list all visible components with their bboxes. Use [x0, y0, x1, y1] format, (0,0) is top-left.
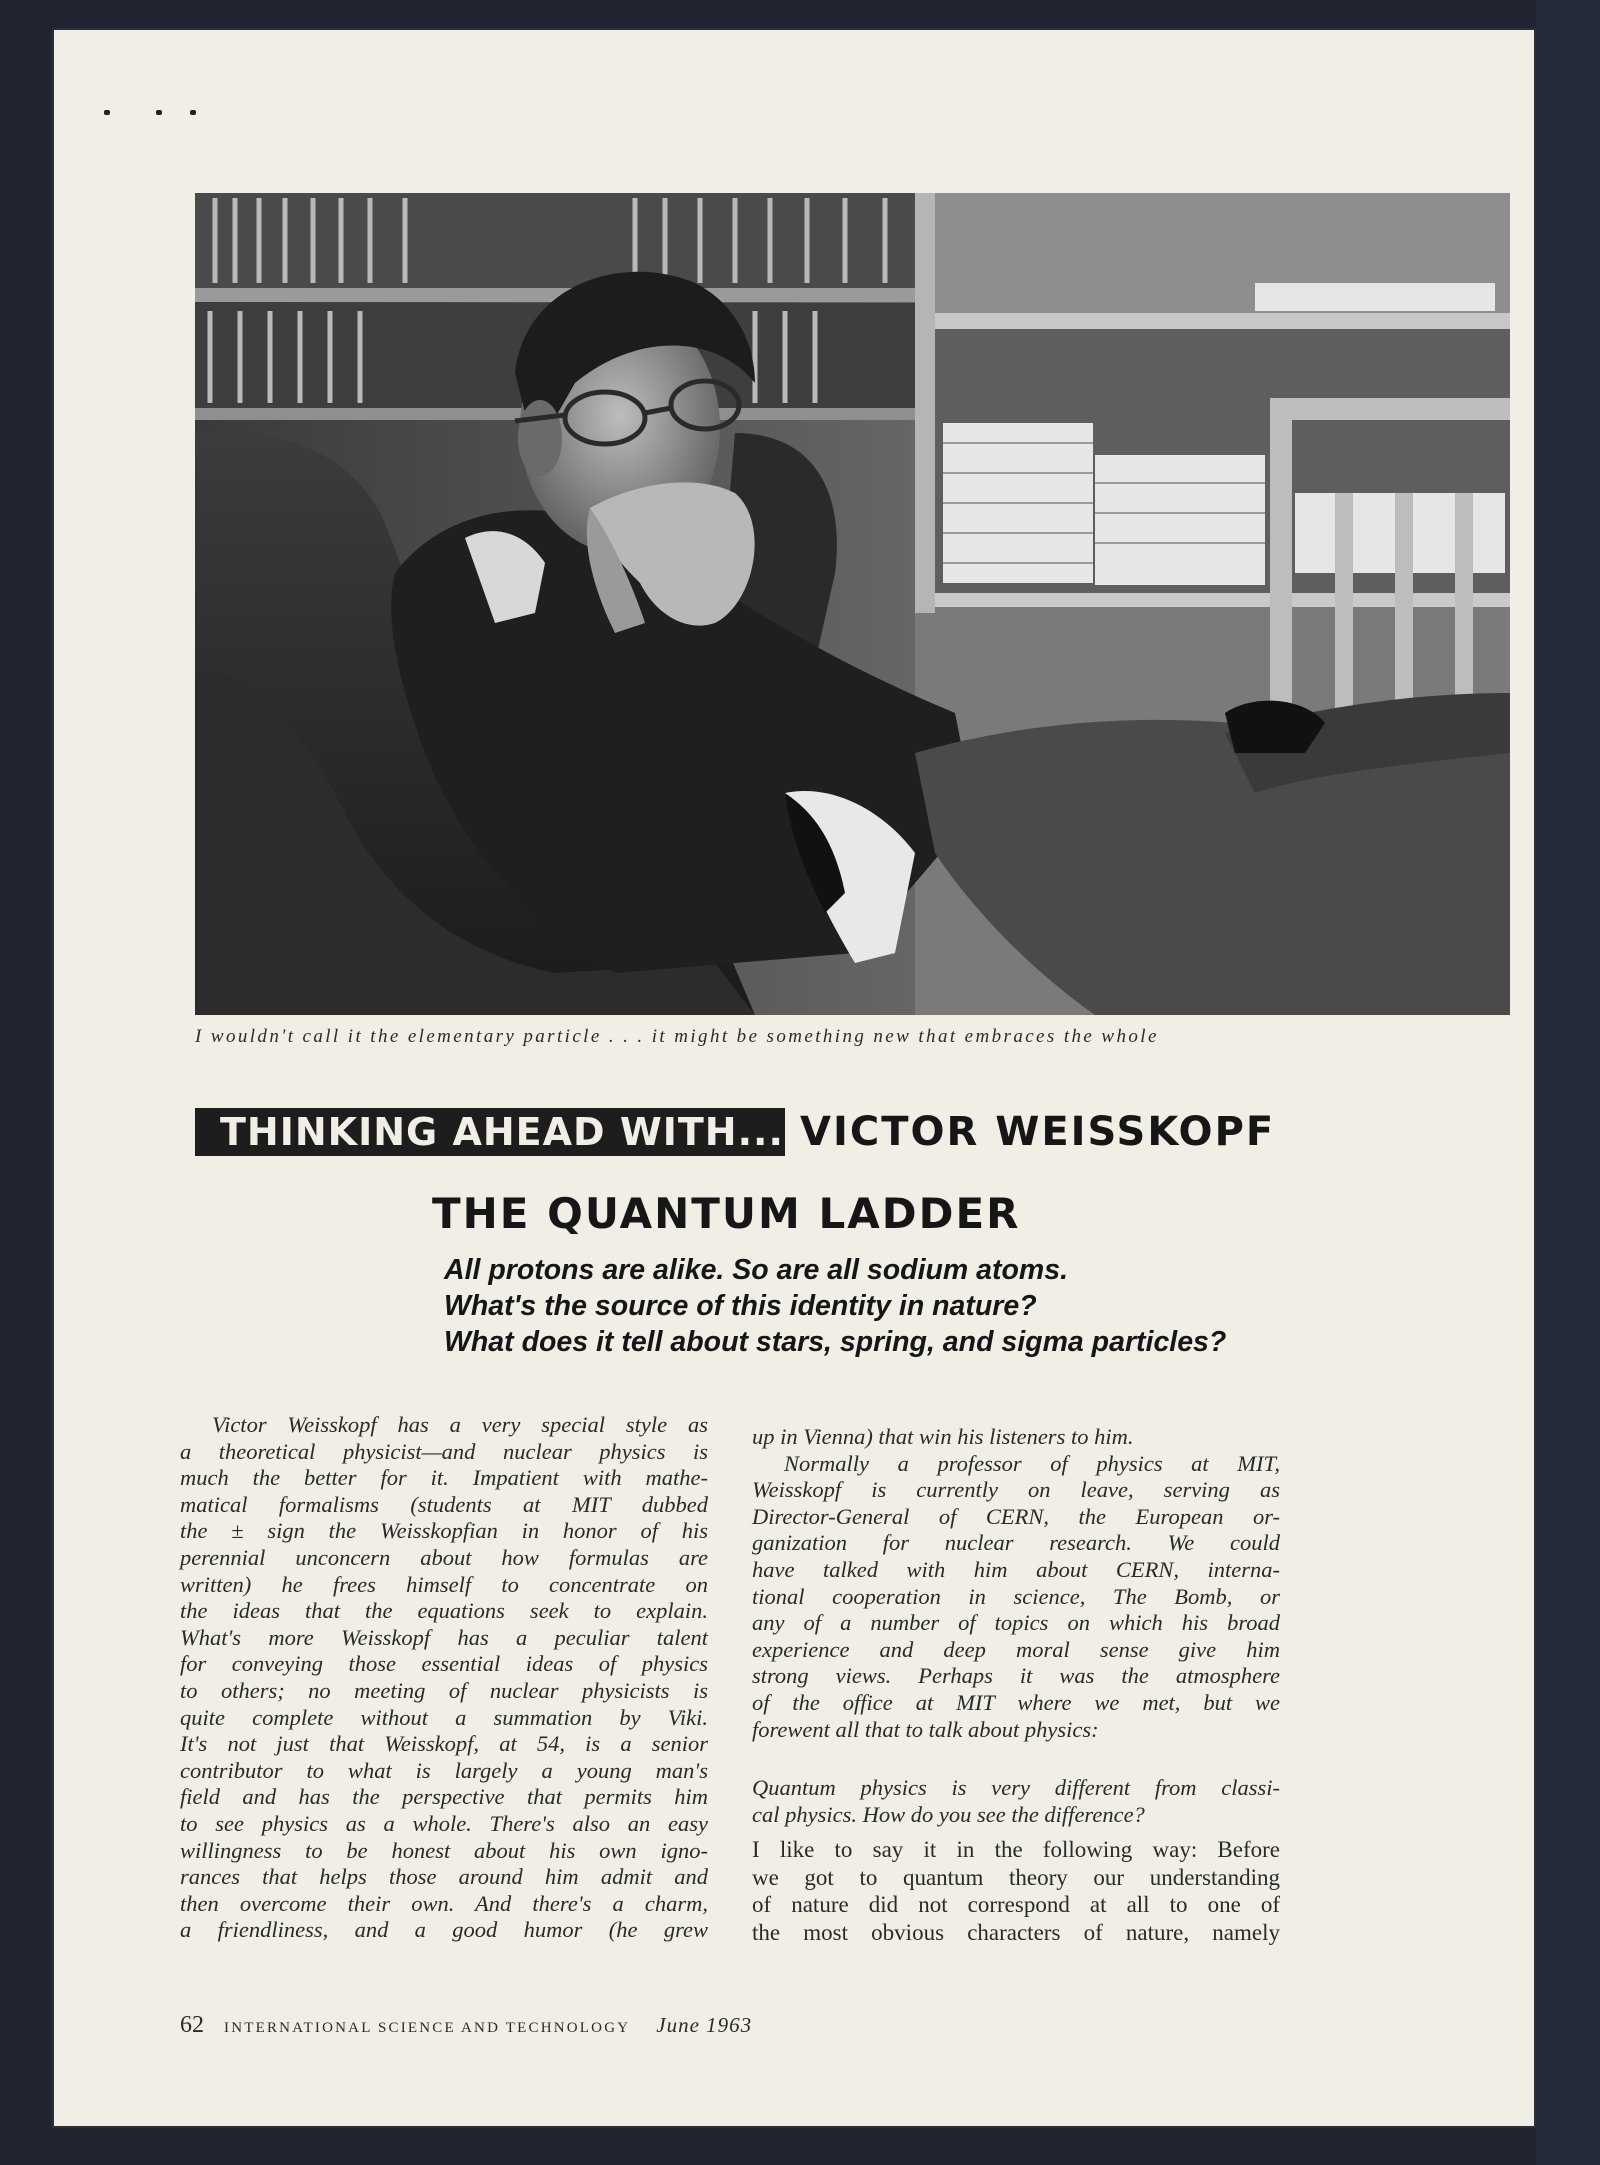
body-line: Normally a professor of physics at MIT,	[784, 1450, 1280, 1476]
interview-question: Quantum physics is very different from classi-	[752, 1775, 1280, 1801]
article-deck	[444, 1252, 1504, 1360]
body-line: written) he frees himself to concentrate on	[180, 1571, 708, 1597]
photo-caption: I wouldn't call it the elementary particle . . . it might be something new that embraces the whole	[195, 1026, 1159, 1047]
body-line: the ideas that the equations seek to explain.	[180, 1598, 708, 1624]
background-mat	[1536, 0, 1600, 2165]
deck-line: What does it tell about stars, spring, and sigma particles?	[444, 1326, 1227, 1358]
body-line: then overcome their own. And there's a charm,	[180, 1890, 708, 1916]
kicker-label: THINKING AHEAD WITH...	[220, 1110, 784, 1154]
body-line: quite complete without a summation by Viki.	[180, 1704, 708, 1730]
body-column-right	[752, 1424, 1280, 1946]
interview-answer: of nature did not correspond at all to one of	[752, 1892, 1280, 1918]
body-line: up in Vienna) that win his listeners to him.	[752, 1424, 1134, 1449]
body-line: much the better for it. Impatient with mathe-	[180, 1465, 708, 1491]
page-footer	[180, 2012, 752, 2039]
body-line: have talked with him about CERN, interna-	[752, 1556, 1280, 1582]
deck-line: All protons are alike. So are all sodium atoms.	[444, 1254, 1069, 1286]
body-line: strong views. Perhaps it was the atmosphere	[752, 1663, 1280, 1689]
body-line: rances that helps those around him admit and	[180, 1864, 708, 1890]
deck-line: What's the source of this identity in nature?	[444, 1290, 1037, 1322]
body-line: Director-General of CERN, the European or-	[752, 1503, 1280, 1529]
body-line: a friendliness, and a good humor (he grew	[180, 1917, 708, 1943]
body-line: matical formalisms (students at MIT dubbed	[180, 1491, 708, 1517]
interview-question: cal physics. How do you see the difference?	[752, 1801, 1145, 1827]
body-line: perennial unconcern about how formulas are	[180, 1544, 708, 1570]
body-line: What's more Weisskopf has a peculiar talent	[180, 1624, 708, 1650]
page-number: 62	[180, 2012, 204, 2038]
portrait-photo-icon	[195, 193, 1510, 1015]
body-line: tional cooperation in science, The Bomb, or	[752, 1583, 1280, 1609]
issue-date: June 1963	[656, 2013, 753, 2037]
body-line: contributor to what is largely a young man's	[180, 1757, 708, 1783]
body-line: forewent all that to talk about physics:	[752, 1716, 1099, 1742]
body-line: Weisskopf is currently on leave, serving as	[752, 1477, 1280, 1503]
article-title: THE QUANTUM LADDER	[432, 1189, 1021, 1238]
body-line: for conveying those essential ideas of physics	[180, 1651, 708, 1677]
body-line: to others; no meeting of nuclear physicists is	[180, 1677, 708, 1703]
body-line: any of a number of topics on which his broad	[752, 1610, 1280, 1636]
printer-marks	[104, 108, 214, 118]
body-line: It's not just that Weisskopf, at 54, is a senior	[180, 1731, 708, 1757]
body-line: Victor Weisskopf has a very special style as	[212, 1412, 708, 1437]
body-line: the ± sign the Weisskopfian in honor of his	[180, 1518, 708, 1544]
interview-answer: we got to quantum theory our understanding	[752, 1864, 1280, 1890]
magazine-name: INTERNATIONAL SCIENCE AND TECHNOLOGY	[224, 2020, 631, 2036]
body-line: willingness to be honest about his own igno-	[180, 1837, 708, 1863]
interviewee-name: VICTOR WEISSKOPF	[800, 1109, 1276, 1155]
body-line: field and has the perspective that permits him	[180, 1784, 708, 1810]
body-line: of the office at MIT where we met, but we	[752, 1689, 1280, 1715]
body-line: ganization for nuclear research. We could	[752, 1530, 1280, 1556]
interview-answer: I like to say it in the following way: Before	[752, 1837, 1280, 1863]
body-column-left	[180, 1412, 708, 1944]
interview-answer: the most obvious characters of nature, namely	[752, 1919, 1280, 1945]
body-line: experience and deep moral sense give him	[752, 1636, 1280, 1662]
body-line: a theoretical physicist—and nuclear physics is	[180, 1438, 708, 1464]
body-line: to see physics as a whole. There's also an easy	[180, 1810, 708, 1836]
